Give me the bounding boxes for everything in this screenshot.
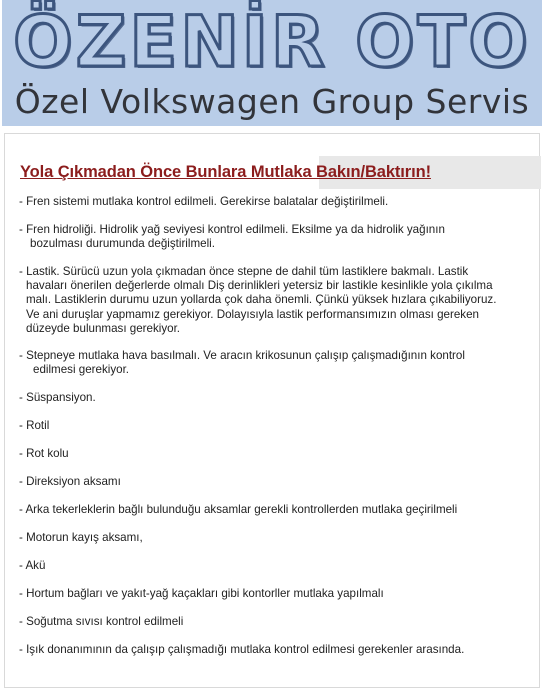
list-item-line: - Motorun kayış aksamı, [19, 531, 143, 544]
list-item-line: Ve ani duruşlar yapmamız gerekiyor. Dolayısıyla lastik performansımızın olması gereken [26, 307, 479, 321]
list-item-line: - Işık donanımının da çalışıp çalışmadığı mutlaka kontrol edilmesi gerekenler arasında. [19, 643, 465, 656]
list-item [19, 503, 534, 517]
list-item [19, 195, 534, 209]
list-item-line: edilmesi gerekiyor. [33, 363, 130, 377]
list-item-line: - Direksiyon aksamı [19, 475, 121, 488]
brand-logo-title: ÖZENİR OTO [13, 1, 531, 83]
brand-subtitle: Özel Volkswagen Group Servis [14, 82, 530, 121]
list-item-line: - Süspansiyon. [19, 391, 96, 404]
list-item [19, 419, 534, 433]
list-item [19, 349, 534, 377]
list-item-line: malı. Lastiklerin durumu uzun yollarda çok daha önemli. Çünkü yüksek hızlara çıkabiliyoruz. [26, 293, 497, 307]
list-item [19, 615, 534, 629]
list-item-line: - Arka tekerleklerin bağlı bulunduğu aksamlar gerekli kontrollerden mutlaka geçirilmeli [19, 503, 458, 516]
list-item-line: - Hortum bağları ve yakıt-yağ kaçakları gibi kontorller mutlaka yapılmalı [19, 587, 384, 600]
list-item [19, 475, 534, 489]
list-item [19, 223, 534, 251]
list-item [19, 265, 534, 336]
list-item-line: - Rotil [19, 419, 50, 432]
list-item-line: - Akü [19, 559, 46, 572]
list-item [19, 531, 534, 545]
list-item-line: - Rot kolu [19, 447, 69, 460]
list-item-line: - Fren hidroliği. Hidrolik yağ seviyesi kontrol edilmeli. Eksilme ya da hidrolik yağının [19, 223, 445, 236]
list-item-line: havaları önerilen değerlerde olmalı Diş derinlikleri yetersiz bir lastikle kesinlikle yola çıkılma [26, 279, 493, 293]
list-item-line: bozulması durumunda değiştirilmeli. [30, 237, 215, 251]
article-heading: Yola Çıkmadan Önce Bunlara Mutlaka Bakın/Baktırın! [20, 163, 431, 181]
list-item [19, 391, 534, 405]
list-item [19, 559, 534, 573]
list-item-line: - Lastik. Sürücü uzun yola çıkmadan önce stepne de dahil tüm lastiklere bakmalı. Lastik [19, 265, 469, 278]
list-item [19, 447, 534, 461]
list-item [19, 643, 534, 657]
list-item-line: - Stepneye mutlaka hava basılmalı. Ve aracın krikosunun çalışıp çalışmadığının kontrol [19, 349, 465, 362]
list-item [19, 587, 534, 601]
article-panel [4, 133, 540, 688]
header-banner [2, 0, 542, 126]
list-item-line: - Fren sistemi mutlaka kontrol edilmeli. Gerekirse balatalar değiştirilmeli. [19, 195, 389, 208]
list-item-line: düzeyde bulunması gerekiyor. [26, 321, 181, 335]
list-item-line: - Soğutma sıvısı kontrol edilmeli [19, 615, 184, 628]
